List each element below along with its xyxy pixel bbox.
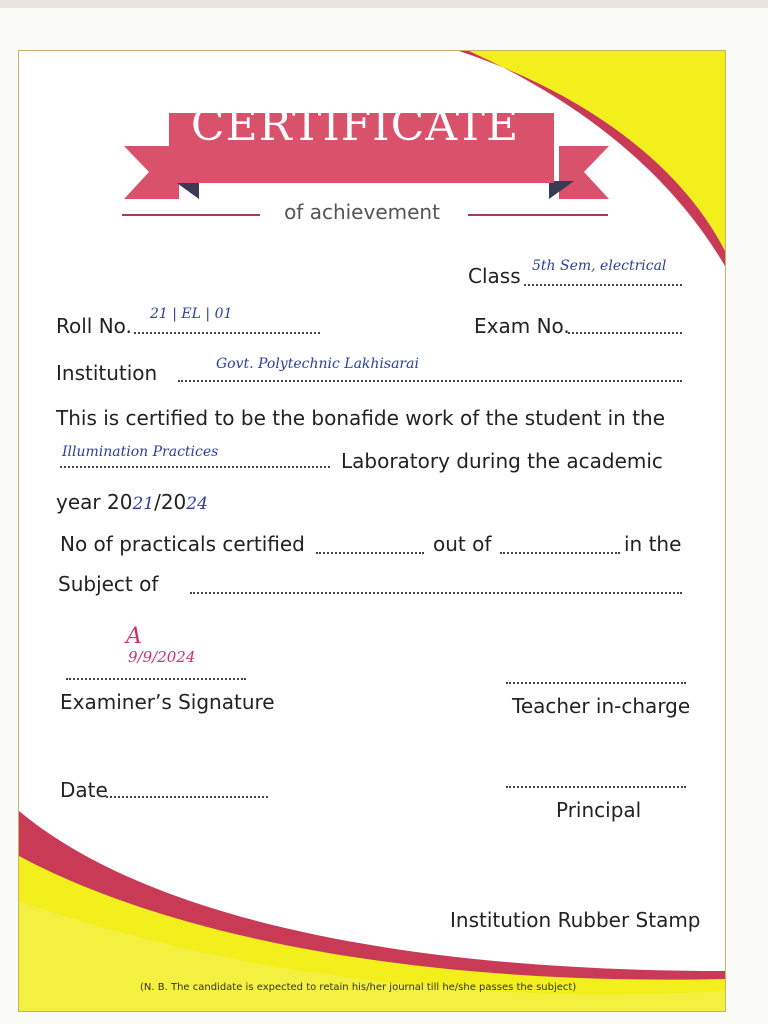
date-field[interactable] <box>106 796 268 798</box>
certificate-frame <box>18 50 726 1012</box>
lab-field[interactable] <box>60 466 330 468</box>
footnote: (N. B. The candidate is expected to retain his/her journal till he/she passes the subject) <box>140 982 577 993</box>
exam-field[interactable] <box>568 332 682 334</box>
examiner-label: Examiner’s Signature <box>60 690 275 714</box>
certificate-subtitle: of achievement <box>284 200 440 224</box>
date-label: Date <box>60 778 108 802</box>
year-start: 21 <box>132 494 155 514</box>
class-value: 5th Sem, electrical <box>532 258 667 274</box>
in-the-label: in the <box>624 532 682 556</box>
teacher-label: Teacher in-charge <box>512 694 691 718</box>
institution-label: Institution <box>56 361 158 385</box>
class-field[interactable] <box>524 284 682 286</box>
subject-label: Subject of <box>58 572 159 596</box>
teacher-signature-field[interactable] <box>506 682 686 684</box>
institution-field[interactable] <box>178 380 682 382</box>
laboratory-line: Laboratory during the academic <box>341 449 663 473</box>
year-line <box>56 490 208 514</box>
certificate-title: CERTIFICATE <box>190 100 520 151</box>
year-prefix: year 20 <box>56 490 133 514</box>
year-mid: /20 <box>154 490 187 514</box>
stamp-label: Institution Rubber Stamp <box>450 908 701 932</box>
certify-line: This is certified to be the bonafide work of the student in the <box>56 406 666 430</box>
principal-signature-field[interactable] <box>506 786 686 788</box>
examiner-date: 9/9/2024 <box>128 648 196 666</box>
subject-field[interactable] <box>190 592 682 594</box>
roll-label: Roll No. <box>56 314 132 338</box>
roll-value: 21 | EL | 01 <box>150 306 233 322</box>
class-label: Class <box>468 264 521 288</box>
roll-field[interactable] <box>134 332 320 334</box>
institution-value: Govt. Polytechnic Lakhisarai <box>216 356 419 372</box>
lab-value: Illumination Practices <box>62 444 219 460</box>
practicals-field[interactable] <box>316 552 424 554</box>
subtitle-rule-left <box>122 214 260 216</box>
paper <box>0 8 768 1024</box>
out-of-field[interactable] <box>500 552 620 554</box>
practicals-label: No of practicals certified <box>60 532 305 556</box>
exam-label: Exam No. <box>474 314 570 338</box>
out-of-label: out of <box>433 532 492 556</box>
subtitle-rule-right <box>468 214 608 216</box>
examiner-initial: A <box>126 624 142 649</box>
year-end: 24 <box>186 494 208 514</box>
principal-label: Principal <box>556 798 642 822</box>
examiner-signature-field[interactable] <box>66 678 246 680</box>
